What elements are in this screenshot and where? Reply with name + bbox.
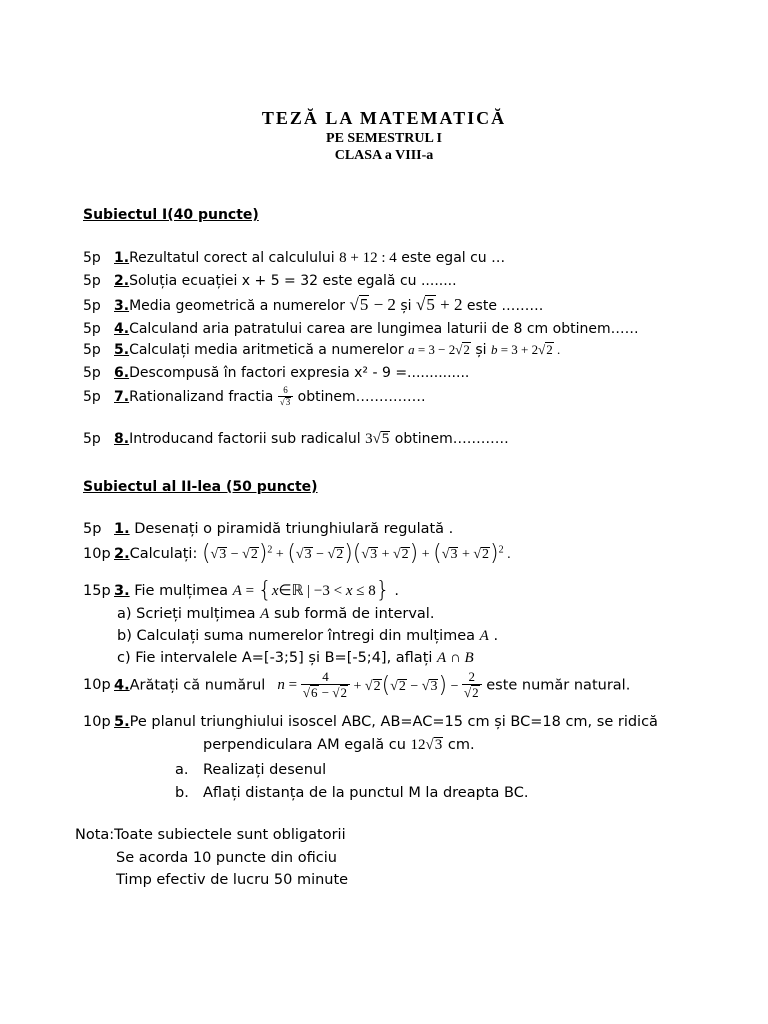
- s2-item-3a: a) Scrieți mulțimea A sub formă de interval.: [117, 606, 435, 622]
- s2-item-3b: b) Calculați suma numerelor întregi din mulțimea A .: [117, 628, 499, 644]
- note-line-3: Timp efectiv de lucru 50 minute: [116, 872, 349, 888]
- s2-item-1: 5p 1. Desenați o piramidă triunghiulară regulată .: [83, 521, 454, 537]
- semester-subtitle: PE SEMESTRUL I: [326, 131, 442, 146]
- s1-item-8: 5p 8.Introducand factorii sub radicalul 3√5 obtinem…………: [83, 431, 509, 447]
- s2-item-5a: a. Realizați desenul: [175, 762, 327, 778]
- s1-item-4: 5p 4.Calculand aria patratului carea are lungimea laturii de 8 cm obtinem……: [83, 321, 639, 337]
- s2-item-3c: c) Fie intervalele A=[-3;5] și B=[-5;4], aflați A ∩ B: [117, 650, 474, 666]
- class-subtitle: CLASA a VIII-a: [334, 148, 434, 163]
- fraction-6-sqrt3: $\frac{6}{√3}$: [278, 386, 293, 408]
- note-line-2: Se acorda 10 puncte din oficiu: [116, 850, 337, 866]
- s1-item-2: 5p 2.Soluția ecuației x + 5 = 32 este egală cu ........: [83, 273, 457, 289]
- s2-item-5: 10p 5.Pe planul triunghiului isoscel ABC, AB=AC=15 cm și BC=18 cm, se ridică: [83, 714, 658, 730]
- s1-item-6: 5p 6.Descompusă în factori expresia x² - 9 =..............: [83, 365, 470, 381]
- s2-item-4: 10p 4.Arătați că numărul n = $\frac{4}{√6 - √2}$ + √2(√2 − √3) − $\frac{2}{√2}$ este număr natural.: [83, 669, 631, 701]
- s2-item-5-line2: perpendiculara AM egală cu 12√3 cm.: [203, 737, 475, 753]
- s2-item-3: 15p 3. Fie mulțimea A = {x∈ℝ | −3 < x ≤ 8} .: [83, 578, 399, 603]
- s2-item-5b: b. Aflați distanța de la punctul M la dreapta BC.: [175, 785, 529, 801]
- note-line-1: Nota:Toate subiectele sunt obligatorii: [75, 827, 346, 843]
- section2-heading: Subiectul al II-lea (50 puncte): [83, 479, 318, 495]
- page-title: TEZĂ LA MATEMATICĂ: [261, 108, 507, 128]
- s1-item-3: 5p 3.Media geometrică a numerelor √5 − 2 și √5 + 2 este ………: [83, 295, 544, 314]
- s2-item-2: 10p 2.Calculați: $(√3 - √2)^2 + (√3 - √2)(√3 + √2) + (√3 + √2)^2$ .: [83, 541, 511, 566]
- s1-item-1: 5p 1.Rezultatul corect al calculului 8 + 12 : 4 este egal cu …: [83, 250, 506, 266]
- s1-item-7: 5p 7.Rationalizand fractia $\frac{6}{√3}$ obtinem……………: [83, 385, 426, 407]
- s1-item-5: 5p 5.Calculați media aritmetică a numerelor a = 3 − 2√2 și b = 3 + 2√2 .: [83, 342, 561, 358]
- section1-heading: Subiectul I(40 puncte): [83, 207, 259, 223]
